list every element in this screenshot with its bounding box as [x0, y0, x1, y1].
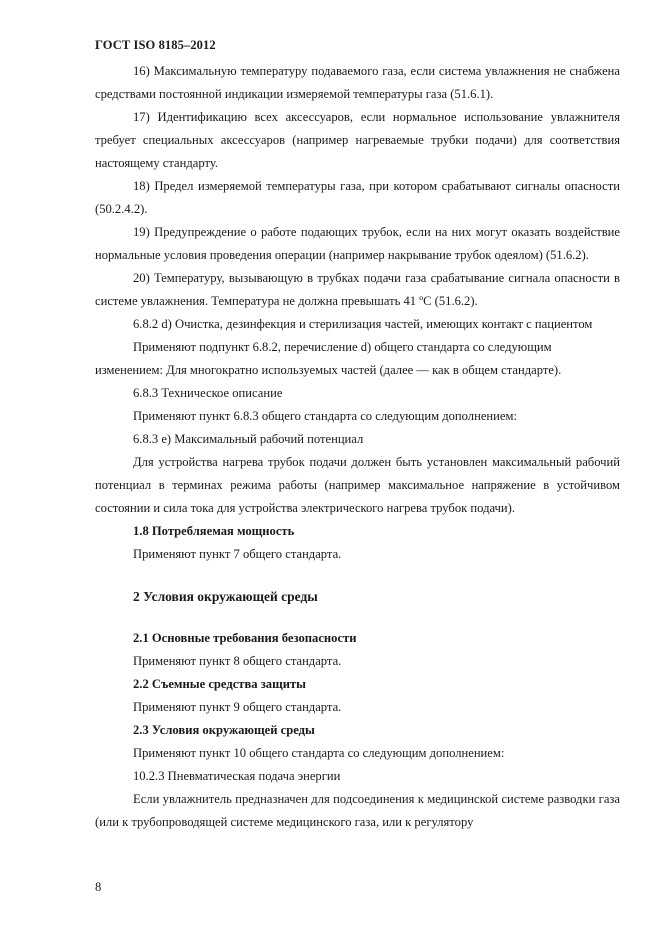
paragraph-6-8-2-change: Применяют подпункт 6.8.2, перечисление d) общего стандарта со следующим изменением: Для многократно используемых частей (далее — как в общем стандарте). — [95, 340, 562, 377]
page-number: 8 — [95, 880, 102, 894]
list-item-20: 20) Температуру, вызывающую в трубках подачи газа срабатывание сигнала опасности в системе увлажнения. Температура не должна превышать 41 ºС (51.6.2). — [95, 271, 620, 308]
list-item-17: 17) Идентификацию всех аксессуаров, если нормальное использование увлажнителя требует специальных аксессуаров (например нагреваемые трубки подачи) для соответствия настоящему стандарту. — [95, 110, 620, 170]
section-heading-2-3: 2.3 Условия окружающей среды — [133, 723, 315, 737]
subsection-heading-10-2-3: 10.2.3 Пневматическая подача энергии — [133, 769, 341, 783]
subsection-heading-6-8-2-d: 6.8.2 d) Очистка, дезинфекция и стерилизация частей, имеющих контакт с пациентом — [133, 317, 593, 331]
list-item-16: 16) Максимальную температуру подаваемого газа, если система увлажнения не снабжена средствами постоянной индикации измеряемой температуры газа (51.6.1). — [95, 64, 620, 101]
paragraph-pneumatic-supply: Если увлажнитель предназначен для подсоединения к медицинской системе разводки газа (или к трубопроводящей системе медицинского газа, или к регулятору — [95, 792, 620, 829]
paragraph-6-8-3: Применяют пункт 6.8.3 общего стандарта со следующим дополнением: — [133, 409, 517, 423]
paragraph-1-8: Применяют пункт 7 общего стандарта. — [133, 547, 342, 561]
list-item-18: 18) Предел измеряемой температуры газа, при котором срабатывают сигналы опасности (50.2.4.2). — [95, 179, 620, 216]
subsection-heading-6-8-3: 6.8.3 Техническое описание — [133, 386, 283, 400]
subsection-heading-6-8-3-e: 6.8.3 е) Максимальный рабочий потенциал — [133, 432, 364, 446]
section-heading-2: 2 Условия окружающей среды — [133, 589, 318, 604]
paragraph-2-2: Применяют пункт 9 общего стандарта. — [133, 700, 342, 714]
document-body — [95, 60, 620, 834]
section-heading-1-8: 1.8 Потребляемая мощность — [133, 524, 295, 538]
paragraph-2-3: Применяют пункт 10 общего стандарта со следующим дополнением: — [133, 746, 505, 760]
document-header: ГОСТ ISO 8185–2012 — [95, 38, 216, 52]
list-item-19: 19) Предупреждение о работе подающих трубок, если на них могут оказать воздействие нормальные условия проведения операции (например накрывание трубок одеялом) (51.6.2). — [95, 225, 620, 262]
paragraph-2-1: Применяют пункт 8 общего стандарта. — [133, 654, 342, 668]
section-heading-2-2: 2.2 Съемные средства защиты — [133, 677, 306, 691]
paragraph-max-potential: Для устройства нагрева трубок подачи должен быть установлен максимальный рабочий потенциал в терминах режима работы (например максимальное напряжение в устойчивом состоянии и сила тока для устройства электрического нагрева трубок подачи). — [95, 455, 620, 515]
section-heading-2-1: 2.1 Основные требования безопасности — [133, 631, 357, 645]
